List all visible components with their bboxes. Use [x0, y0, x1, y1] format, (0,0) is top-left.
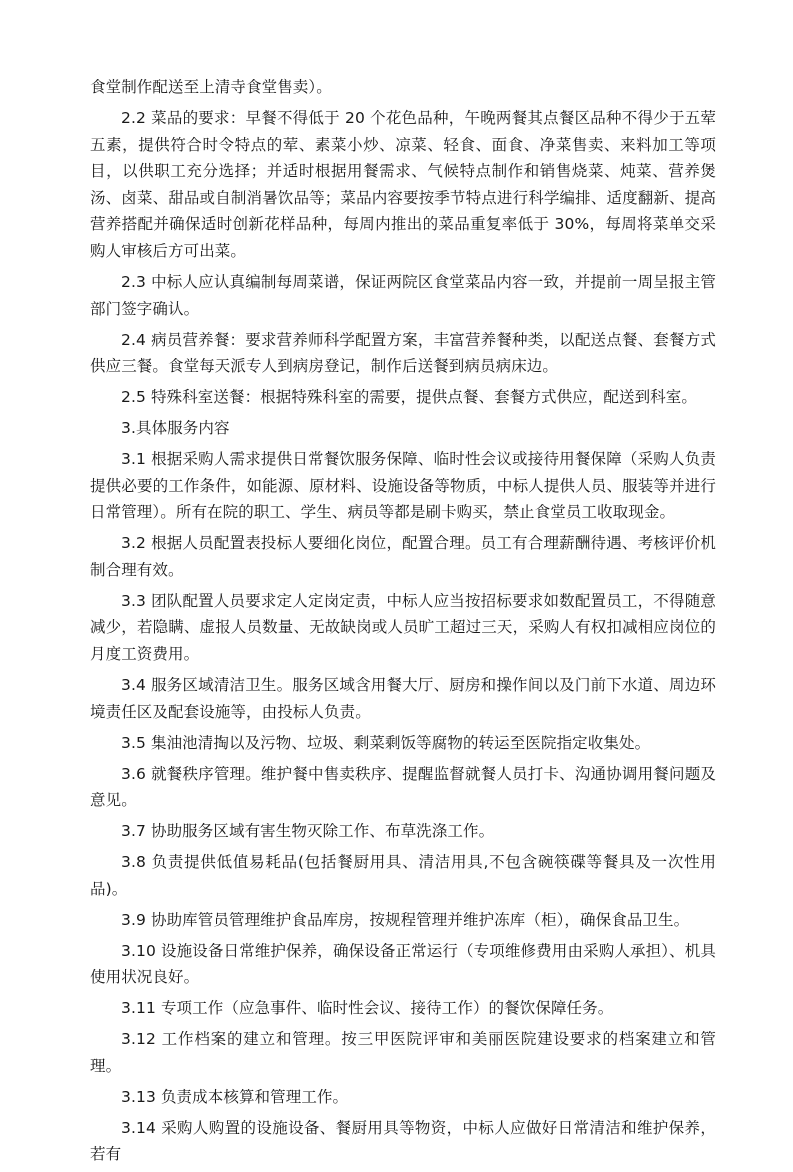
paragraph: 3.8 负责提供低值易耗品(包括餐厨用具、清洁用具,不包含碗筷碟等餐具及一次性用品)。 — [90, 853, 716, 898]
paragraph: 3.11 专项工作（应急事件、临时性会议、接待工作）的餐饮保障任务。 — [121, 999, 614, 1018]
paragraph: 3.6 就餐秩序管理。维护餐中售卖秩序、提醒监督就餐人员打卡、沟通协调用餐问题及意见。 — [90, 764, 716, 810]
paragraph: 3.12 工作档案的建立和管理。按三甲医院评审和美丽医院建设要求的档案建立和管理。 — [90, 1030, 716, 1075]
paragraph: 3.14 采购人购置的设施设备、餐厨用具等物资，中标人应做好日常清洁和维护保养，若有 — [90, 1118, 716, 1164]
paragraph: 3.2 根据人员配置表投标人要细化岗位，配置合理。员工有合理薪酬待遇、考核评价机制合理有效。 — [90, 534, 716, 579]
paragraph: 2.2 菜品的要求：早餐不得低于 20 个花色品种，午晚两餐其点餐区品种不得少于五荤五素，提供符合时令特点的荤、素菜小炒、凉菜、轻食、面食、净菜售卖、来料加工等项目，以供职工充分选择；并适时根据用餐需求、气候特点制作和销售烧菜、炖菜、营养煲汤、卤菜、甜品或自制消暑饮品等；菜品内容要按季节特点进行科学编排、适度翻新、提高营养搭配并确保适时创新花样品种，每周内推出的菜品重复率低于 30%，每周将菜单交采购人审核后方可出菜。 — [90, 108, 716, 260]
paragraph: 2.5 特殊科室送餐：根据特殊科室的需要，提供点餐、套餐方式供应，配送到科室。 — [121, 388, 697, 407]
paragraph: 3.5 集油池清掏以及污物、垃圾、剩菜剩饭等腐物的转运至医院指定收集处。 — [121, 733, 651, 752]
document-body — [90, 74, 716, 1168]
paragraph: 2.4 病员营养餐：要求营养师科学配置方案，丰富营养餐种类，以配送点餐、套餐方式供应三餐。食堂每天派专人到病房登记，制作后送餐到病员病床边。 — [90, 330, 716, 376]
paragraph: 3.具体服务内容 — [121, 419, 230, 438]
paragraph: 3.4 服务区域清洁卫生。服务区域含用餐大厅、厨房和操作间以及门前下水道、周边环境责任区及配套设施等，由投标人负责。 — [90, 675, 716, 721]
paragraph: 食堂制作配送至上清寺食堂售卖）。 — [90, 78, 332, 96]
paragraph: 3.7 协助服务区域有害生物灭除工作、布草洗涤工作。 — [121, 822, 495, 841]
paragraph: 3.1 根据采购人需求提供日常餐饮服务保障、临时性会议或接待用餐保障（采购人负责提供必要的工作条件，如能源、原材料、设施设备等物质，中标人提供人员、服装等并进行日常管理）。所有在院的职工、学生、病员等都是刷卡购买，禁止食堂员工收取现金。 — [90, 450, 716, 522]
paragraph: 2.3 中标人应认真编制每周菜谱，保证两院区食堂菜品内容一致，并提前一周呈报主管部门签字确认。 — [90, 272, 716, 318]
paragraph: 3.9 协助库管员管理维护食品库房，按规程管理并维护冻库（柜），确保食品卫生。 — [121, 910, 690, 929]
paragraph: 3.10 设施设备日常维护保养，确保设备正常运行（专项维修费用由采购人承担）、机具使用状况良好。 — [90, 941, 716, 987]
paragraph: 3.3 团队配置人员要求定人定岗定责，中标人应当按招标要求如数配置员工，不得随意减少，若隐瞒、虚报人员数量、无故缺岗或人员旷工超过三天，采购人有权扣减相应岗位的月度工资费用。 — [90, 591, 716, 663]
document-page — [90, 74, 716, 1172]
paragraph: 3.13 负责成本核算和管理工作。 — [121, 1087, 349, 1106]
